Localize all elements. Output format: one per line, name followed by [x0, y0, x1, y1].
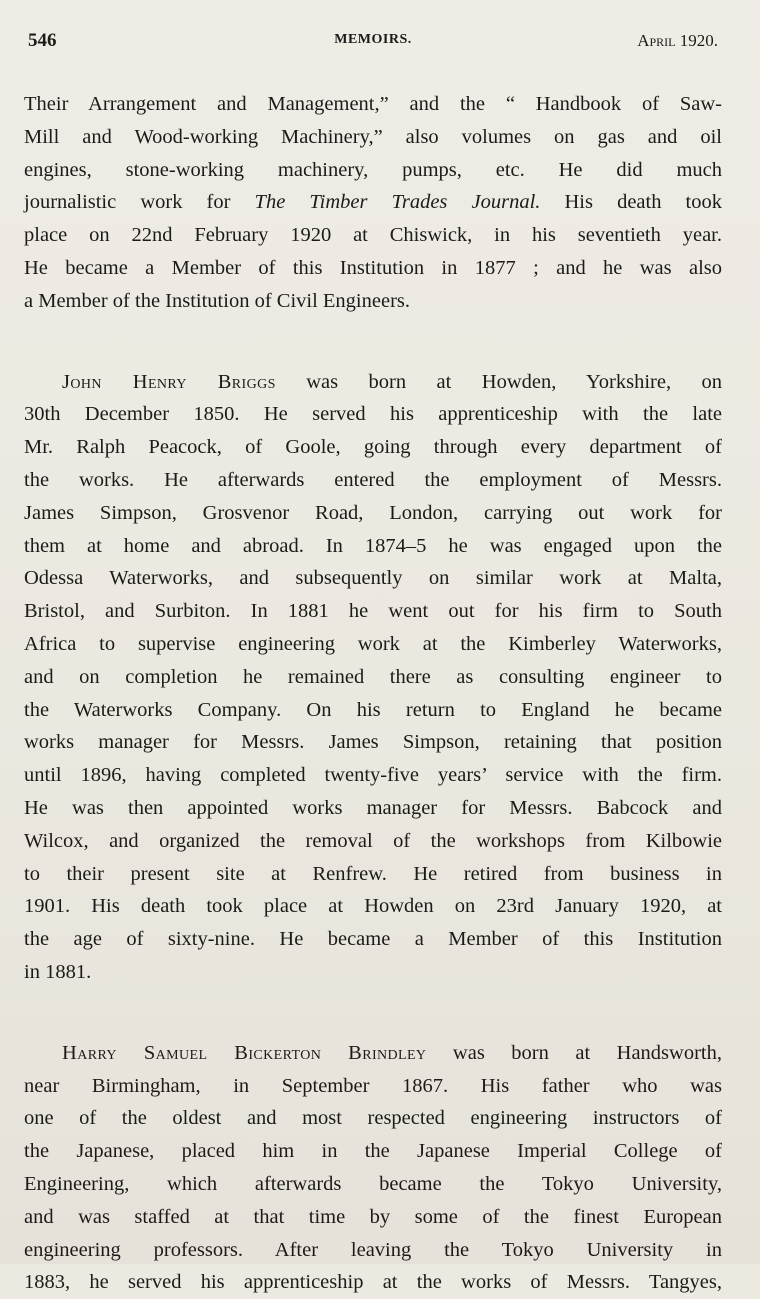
text-line: and was staffed at that time by some of the finest European	[24, 1205, 722, 1228]
text-line: John Henry Briggs was born at Howden, Yorkshire, on	[62, 370, 722, 393]
text-line: engineering professors. After leaving the Tokyo University in	[24, 1238, 722, 1261]
issue-date: April 1920.	[637, 31, 718, 50]
text-line: Bristol, and Surbiton. In 1881 he went out for his firm to South	[24, 600, 722, 623]
memoir-subject-name: John Henry Briggs	[62, 370, 276, 393]
text-line: Their Arrangement and Management,” and the “ Handbook of Saw-	[24, 93, 722, 115]
text-line: a Member of the Institution of Civil Engineers.	[24, 289, 411, 312]
text-line: near Birmingham, in September 1867. His father who was	[24, 1074, 722, 1097]
italic-title: The Timber Trades Journal.	[254, 191, 541, 214]
text-line: Wilcox, and organized the removal of the workshops from Kilbowie	[24, 829, 722, 852]
page-header	[24, 30, 722, 58]
text-line: them at home and abroad. In 1874–5 he was engaged upon the	[24, 534, 722, 557]
text-line: one of the oldest and most respected engineering instructors of	[24, 1107, 722, 1130]
text-line: 30th December 1850. He served his apprenticeship with the late	[24, 403, 722, 426]
running-title: MEMOIRS.	[334, 32, 412, 47]
text-line: place on 22nd February 1920 at Chiswick, in his seventieth year.	[24, 224, 722, 247]
text-line: 1901. His death took place at Howden on 23rd January 1920, at	[24, 895, 722, 918]
text-line: until 1896, having completed twenty-five years’ service with the firm.	[24, 764, 722, 787]
text-line: the Japanese, placed him in the Japanese Imperial College of	[24, 1140, 722, 1163]
text-line: Engineering, which afterwards became the Tokyo University,	[24, 1172, 722, 1195]
memoir-paragraph-continuation	[24, 88, 722, 318]
text-line: Harry Samuel Bickerton Brindley was born at Handsworth,	[62, 1041, 722, 1064]
page-number: 546	[28, 30, 57, 51]
text-line: Odessa Waterworks, and subsequently on similar work at Malta,	[24, 567, 722, 590]
text-line: Mr. Ralph Peacock, of Goole, going through every department of	[24, 436, 722, 459]
text-line: to their present site at Renfrew. He retired from business in	[24, 862, 722, 885]
text-line: the age of sixty-nine. He became a Member of this Institution	[24, 928, 722, 951]
text-line: and on completion he remained there as consulting engineer to	[24, 665, 722, 688]
text-line: Mill and Wood-working Machinery,” also volumes on gas and oil	[24, 125, 722, 148]
text-line: in 1881.	[24, 960, 92, 983]
memoir-paragraph-brindley	[24, 1037, 722, 1299]
text-line: He became a Member of this Institution in 1877 ; and he was also	[24, 256, 722, 279]
text-line: James Simpson, Grosvenor Road, London, carrying out work for	[24, 501, 722, 524]
text-line: journalistic work for The Timber Trades Journal. His death took	[24, 191, 722, 214]
text-line: engines, stone-working machinery, pumps, etc. He did much	[24, 158, 722, 181]
text-line: 1883, he served his apprenticeship at the works of Messrs. Tangyes,	[24, 1271, 722, 1294]
text-line: the works. He afterwards entered the employment of Messrs.	[24, 468, 722, 491]
text-line: works manager for Messrs. James Simpson, retaining that position	[24, 731, 722, 754]
text-line: the Waterworks Company. On his return to England he became	[24, 698, 722, 721]
text-line: He was then appointed works manager for Messrs. Babcock and	[24, 796, 722, 819]
memoir-subject-name: Harry Samuel Bickerton Brindley	[62, 1041, 427, 1064]
text-line: Africa to supervise engineering work at the Kimberley Waterworks,	[24, 632, 722, 655]
memoir-paragraph-briggs	[24, 366, 722, 989]
